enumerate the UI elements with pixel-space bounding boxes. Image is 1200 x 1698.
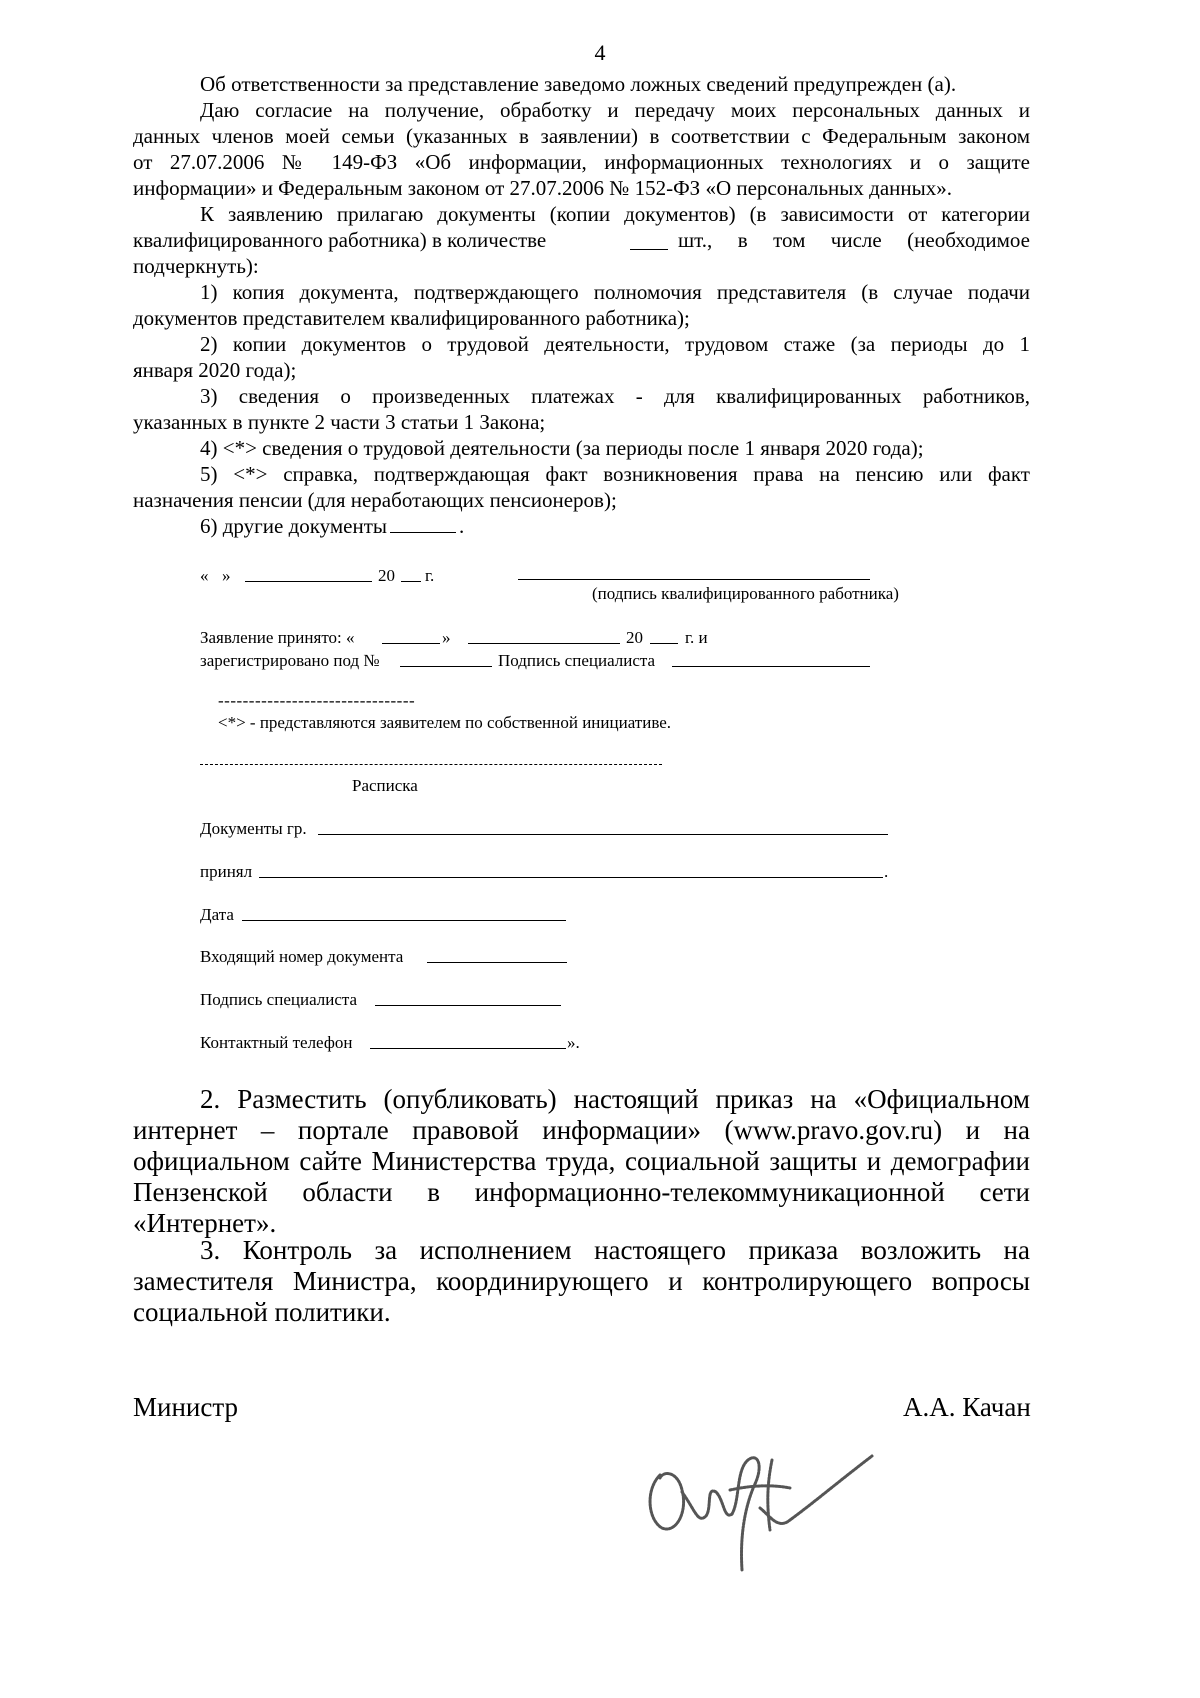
handwritten-signature xyxy=(640,1420,880,1580)
date-month-blank[interactable] xyxy=(245,581,372,582)
receipt-date-blank[interactable] xyxy=(242,920,566,921)
receipt-specialist-label: Подпись специалиста xyxy=(200,990,358,1009)
order-p3-line-1: 3. Контроль за исполнением настоящего приказа возложить на xyxy=(200,1235,1030,1265)
signoff-position: Министр xyxy=(133,1392,238,1422)
date-quote-open: « xyxy=(200,566,209,585)
cut-line xyxy=(200,764,662,765)
footnote-rule: -------------------------------- xyxy=(218,691,416,710)
receipt-phone-label: Контактный телефон xyxy=(200,1033,353,1052)
consent-line-3: от 27.07.2006 № 149-ФЗ «Об информации, информационных технологиях и о защите xyxy=(133,150,1030,174)
receipt-phone-blank[interactable] xyxy=(370,1048,566,1049)
item-6 xyxy=(200,513,464,539)
accepted-label: Заявление принято: « xyxy=(200,628,355,647)
receipt-accepted-label: принял xyxy=(200,862,253,881)
item-6-end: . xyxy=(459,514,465,538)
receipt-incoming-blank[interactable] xyxy=(427,962,567,963)
receipt-docs-blank[interactable] xyxy=(318,834,888,835)
item-2-line-1: 2) копии документов о трудовой деятельности, трудовом стаже (за периоды до 1 xyxy=(200,332,1030,356)
receipt-specialist-blank[interactable] xyxy=(375,1005,561,1006)
receipt-phone-end: ». xyxy=(567,1033,580,1052)
registered-label: зарегистрировано под № xyxy=(200,651,380,670)
signature-caption: (подпись квалифицированного работника) xyxy=(592,584,899,603)
accepted-year: 20 xyxy=(626,628,643,647)
item-6-blank[interactable] xyxy=(390,531,456,533)
order-p2-line-1: 2. Разместить (опубликовать) настоящий приказ на «Официальном xyxy=(200,1084,1030,1114)
attach-line-2-right: шт., в том числе (необходимое xyxy=(678,228,1030,252)
item-1-line-2: документов представителем квалифицированного работника); xyxy=(133,306,690,330)
accepted-g: г. и xyxy=(685,628,708,647)
signoff-name: А.А. Качан xyxy=(903,1392,1031,1422)
signature-blank[interactable] xyxy=(518,579,870,580)
item-3-line-2: указанных в пункте 2 части 3 статьи 1 Закона; xyxy=(133,410,546,434)
date-year-blank[interactable] xyxy=(401,581,421,582)
accepted-year-blank[interactable] xyxy=(650,643,678,644)
item-5-line-2: назначения пенсии (для неработающих пенсионеров); xyxy=(133,488,617,512)
order-p3-line-2: заместителя Министра, координирующего и контролирующего вопросы xyxy=(133,1266,1030,1296)
item-5-line-1: 5) <*> справка, подтверждающая факт возникновения права на пенсию или факт xyxy=(200,462,1030,486)
attach-count-blank[interactable] xyxy=(630,249,668,250)
date-year: 20 xyxy=(378,566,395,585)
registered-number-blank[interactable] xyxy=(400,666,492,667)
responsibility-text: Об ответственности за представление заведомо ложных сведений предупрежден (а). xyxy=(200,72,957,96)
order-p2-line-4: Пензенской области в информационно-телекоммуникационной сети xyxy=(133,1177,1030,1207)
receipt-title: Расписка xyxy=(352,776,418,795)
attach-line-3: подчеркнуть): xyxy=(133,254,259,278)
item-6-label: 6) другие документы xyxy=(200,514,388,538)
receipt-date-label: Дата xyxy=(200,905,234,924)
receipt-accepted-end: . xyxy=(884,862,889,881)
date-g: г. xyxy=(425,566,435,585)
footnote-text: <*> - представляются заявителем по собственной инициативе. xyxy=(218,713,672,732)
attach-line-2-left: квалифицированного работника) в количестве xyxy=(133,228,547,252)
specialist-sign-blank[interactable] xyxy=(672,666,870,667)
accepted-quote-close: » xyxy=(442,628,451,647)
order-p2-line-3: официальном сайте Министерства труда, социальной защиты и демографии xyxy=(133,1146,1030,1176)
attach-line-1: К заявлению прилагаю документы (копии документов) (в зависимости от категории xyxy=(200,202,1030,226)
order-p2-line-2: интернет – портале правовой информации» (www.pravo.gov.ru) и на xyxy=(133,1115,1030,1145)
item-1-line-1: 1) копия документа, подтверждающего полномочия представителя (в случае подачи xyxy=(200,280,1030,304)
consent-line-1: Даю согласие на получение, обработку и передачу моих персональных данных и xyxy=(200,98,1030,122)
specialist-sign-label: Подпись специалиста xyxy=(498,651,656,670)
item-4: 4) <*> сведения о трудовой деятельности (за периоды после 1 января 2020 года); xyxy=(200,436,924,460)
date-quote-close: » xyxy=(222,566,231,585)
order-p2-line-5: «Интернет». xyxy=(133,1208,277,1238)
consent-line-4: информации» и Федеральным законом от 27.07.2006 № 152-ФЗ «О персональных данных». xyxy=(133,176,952,200)
receipt-accepted-blank[interactable] xyxy=(259,877,883,878)
item-2-line-2: января 2020 года); xyxy=(133,358,297,382)
accepted-month-blank[interactable] xyxy=(468,643,620,644)
order-p3-line-3: социальной политики. xyxy=(133,1297,391,1327)
receipt-docs-label: Документы гр. xyxy=(200,819,307,838)
accepted-day-blank[interactable] xyxy=(382,643,440,644)
page-number: 4 xyxy=(594,40,606,65)
receipt-incoming-label: Входящий номер документа xyxy=(200,947,404,966)
item-3-line-1: 3) сведения о произведенных платежах - для квалифицированных работников, xyxy=(200,384,1030,408)
consent-line-2: данных членов моей семьи (указанных в заявлении) в соответствии с Федеральным законом xyxy=(133,124,1030,148)
